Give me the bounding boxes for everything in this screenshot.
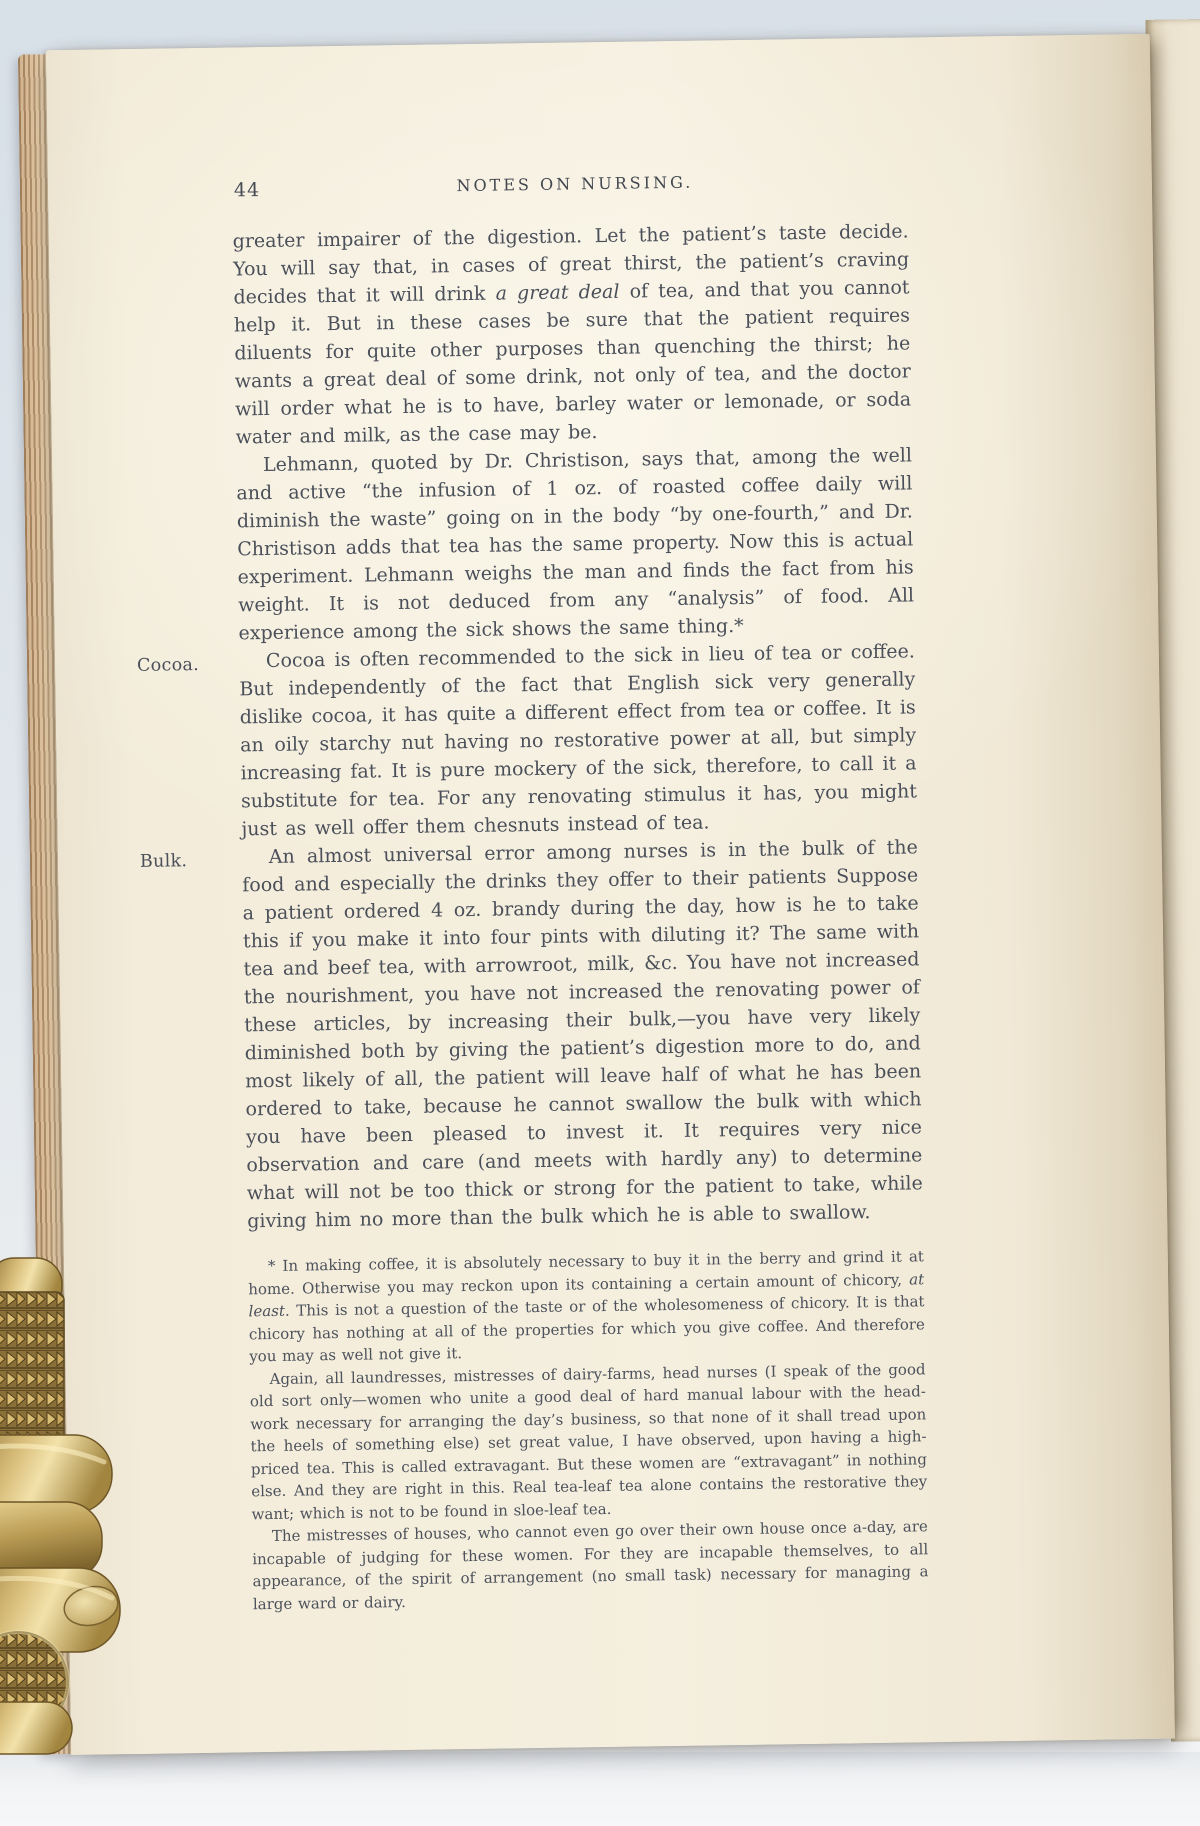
running-title: NOTES ON NURSING. [456,172,694,196]
footnotes [248,1245,929,1615]
page-number: 44 [233,179,261,202]
bookend-fingers [0,1435,121,1652]
paragraph: Cocoa. Cocoa is often recommended to the sick in lieu of tea or coffee. But independently of the fact that English sick very generally dislike cocoa, it has quite a different effect from tea or coffee. It is an oily starchy nut having no restorative power at all, but simply increasing fat. It is pure mockery of the sick, therefore, to call it a substitute for tea. For any renovating stimulus it has, you might just as well offer them chesnuts instead of tea. [136,640,918,841]
paragraph: Bulk. An almost universal error among nurses is in the bulk of the food and especially the drinks they offer to their patients Suppose a patient ordered 4 oz. brandy during the day, how is he to take this if you make it into four pints with diluting it? The same with tea and beef tea, with arrowroot, milk, &c. You have not increased the nourishment, you have not increased the renovating power of these articles, by increasing their bulk,—you have very likely diminished both by giving the patient’s digestion more to do, and most likely of all, the patient will leave half of what he has been ordered to take, because he cannot swallow the bulk with which you have been pleased to invest it. It requires very nice observation and care (and meets with hardly any) to determine what will not be too thick or strong for the patient to take, while giving him no more than the bulk which he is able to swallow. [139,836,923,1233]
page-header [232,169,908,209]
paragraph: Lehmann, quoted by Dr. Christison, says that, among the well and active “the infusion of 1 oz. of roasted coffee daily will diminish the waste” going on in the body “by one-fourth,” and Dr. Christison adds that tea has the same property. Now this is actual experiment. Lehmann weighs the man and finds the fact from his weight. It is not deduced from any “analysis” of food. All experience among the sick shows the same thing.* [236,444,915,645]
bookend-stem [0,1258,64,1442]
footnote-paragraph: * In making coffee, it is absolutely necessary to buy it in the berry and grind it at home. Otherwise you may reckon upon its containing a certain amount of chicory, at least. This is not a question of the taste or of the wholesomeness of chicory. It is that chicory has nothing at all of the properties for which you give coffee. And therefore you may as well not give it. [248,1247,925,1366]
paragraph: greater impairer of the digestion. Let the patient’s taste decide. You will say that, in cases of great thirst, the patient’s craving decides that it will drink a great deal of tea, and that you cannot help it. But in these cases be sure that the patient requires diluents for quite other purposes than quenching the thirst; he wants a great deal of some drink, not only of tea, and the doctor will order what he is to have, barley water or lemonade, or soda water and milk, as the case may be. [232,220,912,449]
page-content [136,169,929,1615]
body-text [136,217,924,1235]
footnote-paragraph: Again, all laundresses, mistresses of dairy-farms, head nurses (I speak of the good old sort only—women who unite a good deal of hard manual labour with the head-work necessary for arranging the day’s business, so that none of it shall tread upon the heels of something else) set great value, I have observed, upon having a high-priced tea. This is called extravagant. But these women are “extravagant” in nothing else. And they are right in this. Real tea-leaf tea alone contains the restorative they want; which is not to be found in sloe-leaf tea. [249,1359,928,1523]
margin-note: Bulk. [139,851,188,872]
footnote-paragraph: The mistresses of houses, who cannot even go over their own house once a-day, are incapable of judging for these women. For they are incapable themselves, to all appearance, of the spirit of arrangement (no small task) necessary for managing a large ward or dairy. [252,1517,929,1613]
margin-note: Cocoa. [136,655,200,676]
brass-hand-bookend [0,1250,226,1770]
